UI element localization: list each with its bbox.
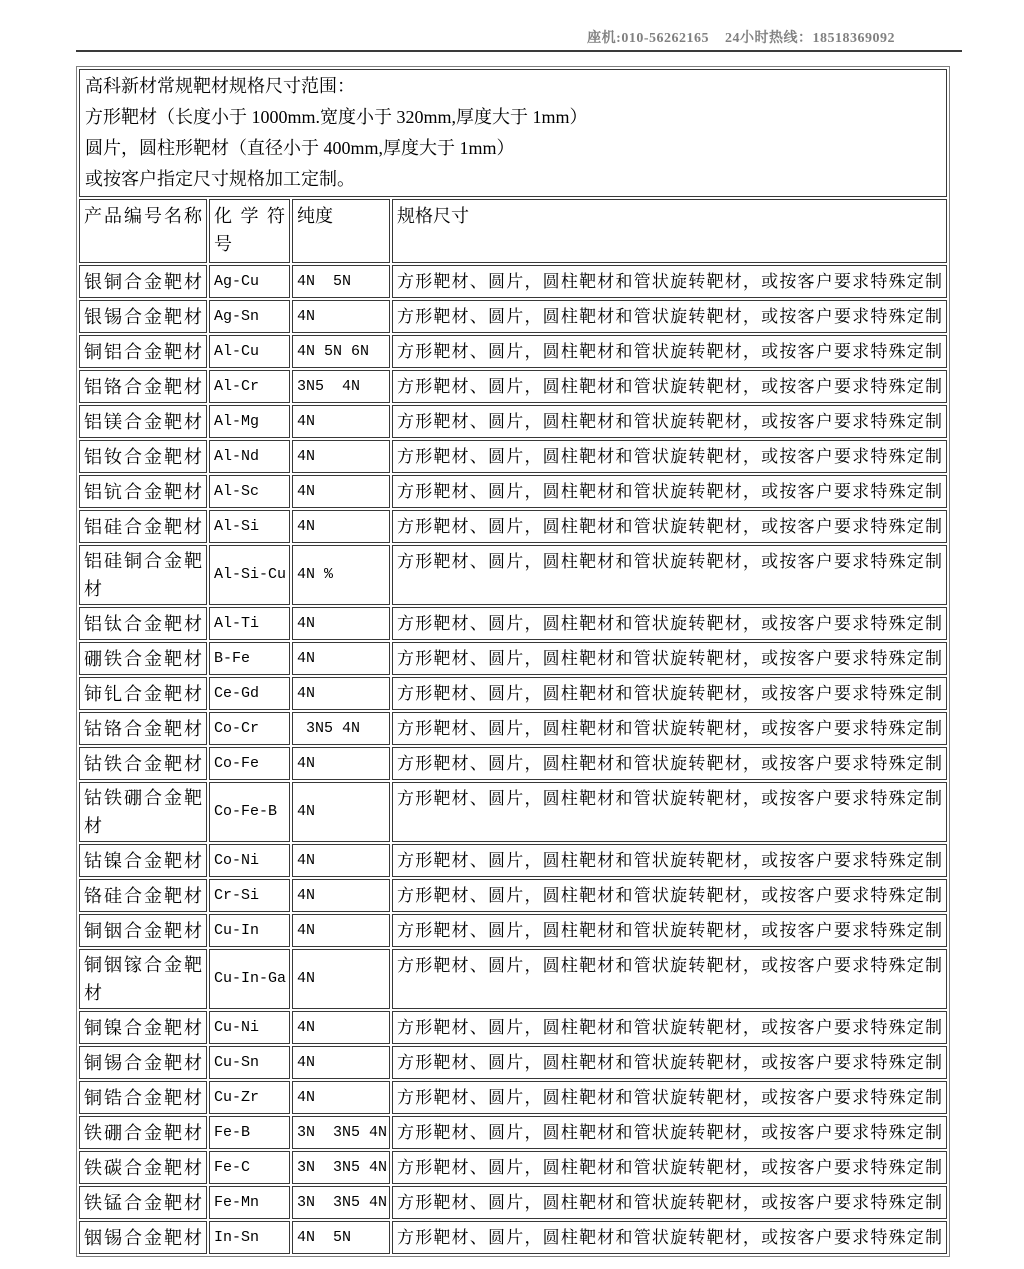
purity-cell: 3N5 4N — [292, 370, 390, 403]
purity-cell: 4N — [292, 844, 390, 877]
purity-cell: 4N — [292, 1081, 390, 1114]
spec-cell: 方形靶材、圆片，圆柱靶材和管状旋转靶材，或按客户要求特殊定制 — [392, 844, 947, 877]
spec-cell: 方形靶材、圆片，圆柱靶材和管状旋转靶材，或按客户要求特殊定制 — [392, 545, 947, 605]
purity-cell: 4N — [292, 677, 390, 710]
purity-cell: 4N — [292, 1046, 390, 1079]
chemical-symbol-cell: Cu-Zr — [209, 1081, 290, 1114]
product-name-cell: 铜锡合金靶材 — [79, 1046, 207, 1079]
product-name-cell: 铝钕合金靶材 — [79, 440, 207, 473]
product-name-cell: 银铜合金靶材 — [79, 265, 207, 298]
product-name-cell: 铁碳合金靶材 — [79, 1151, 207, 1184]
spec-cell: 方形靶材、圆片，圆柱靶材和管状旋转靶材，或按客户要求特殊定制 — [392, 607, 947, 640]
table-row — [79, 510, 947, 543]
table-row — [79, 949, 947, 1009]
product-name-cell: 铝钛合金靶材 — [79, 607, 207, 640]
purity-cell: 4N — [292, 440, 390, 473]
purity-cell: 4N — [292, 510, 390, 543]
spec-cell: 方形靶材、圆片，圆柱靶材和管状旋转靶材，或按客户要求特殊定制 — [392, 879, 947, 912]
table-header-row — [79, 199, 947, 263]
purity-cell: 4N — [292, 642, 390, 675]
chemical-symbol-cell: Cu-In-Ga — [209, 949, 290, 1009]
product-name-cell: 铝硅合金靶材 — [79, 510, 207, 543]
purity-cell: 4N — [292, 747, 390, 780]
purity-cell: 4N — [292, 475, 390, 508]
table-row — [79, 1046, 947, 1079]
spec-cell: 方形靶材、圆片，圆柱靶材和管状旋转靶材，或按客户要求特殊定制 — [392, 747, 947, 780]
purity-cell: 4N 5N 6N — [292, 335, 390, 368]
purity-cell: 4N % — [292, 545, 390, 605]
chemical-symbol-cell: Fe-Mn — [209, 1186, 290, 1219]
spec-cell: 方形靶材、圆片，圆柱靶材和管状旋转靶材，或按客户要求特殊定制 — [392, 440, 947, 473]
product-name-cell: 钴铁硼合金靶材 — [79, 782, 207, 842]
spec-cell: 方形靶材、圆片，圆柱靶材和管状旋转靶材，或按客户要求特殊定制 — [392, 475, 947, 508]
chemical-symbol-cell: Co-Ni — [209, 844, 290, 877]
product-name-cell: 铝钪合金靶材 — [79, 475, 207, 508]
product-name-cell: 银锡合金靶材 — [79, 300, 207, 333]
page-header — [0, 0, 1024, 66]
chemical-symbol-cell: Cr-Si — [209, 879, 290, 912]
spec-cell: 方形靶材、圆片，圆柱靶材和管状旋转靶材，或按客户要求特殊定制 — [392, 949, 947, 1009]
chemical-symbol-cell: Ag-Cu — [209, 265, 290, 298]
document-body — [76, 66, 1024, 1257]
spec-cell: 方形靶材、圆片，圆柱靶材和管状旋转靶材，或按客户要求特殊定制 — [392, 1046, 947, 1079]
product-name-cell: 铜铟镓合金靶材 — [79, 949, 207, 1009]
intro-line-title: 高科新材常规靶材规格尺寸范围： — [85, 76, 355, 96]
column-header-product-name: 产品编号名称 — [79, 199, 207, 263]
product-name-cell: 铝镁合金靶材 — [79, 405, 207, 438]
product-name-cell: 铟锡合金靶材 — [79, 1221, 207, 1254]
chemical-symbol-cell: Fe-B — [209, 1116, 290, 1149]
table-row — [79, 607, 947, 640]
chemical-symbol-cell: Al-Cu — [209, 335, 290, 368]
table-row — [79, 712, 947, 745]
purity-cell: 4N 5N — [292, 1221, 390, 1254]
chemical-symbol-cell: Al-Ti — [209, 607, 290, 640]
column-header-purity: 纯度 — [292, 199, 390, 263]
table-row — [79, 879, 947, 912]
intro-line-round-targets: 圆片，圆柱形靶材（直径小于 400mm,厚度大于 1mm） — [85, 138, 515, 158]
table-row — [79, 1081, 947, 1114]
spec-cell: 方形靶材、圆片，圆柱靶材和管状旋转靶材，或按客户要求特殊定制 — [392, 1186, 947, 1219]
product-name-cell: 铈钆合金靶材 — [79, 677, 207, 710]
table-row — [79, 1116, 947, 1149]
chemical-symbol-cell: B-Fe — [209, 642, 290, 675]
spec-cell: 方形靶材、圆片，圆柱靶材和管状旋转靶材，或按客户要求特殊定制 — [392, 642, 947, 675]
table-row — [79, 370, 947, 403]
spec-cell: 方形靶材、圆片，圆柱靶材和管状旋转靶材，或按客户要求特殊定制 — [392, 405, 947, 438]
product-spec-table — [76, 66, 950, 1257]
table-row — [79, 405, 947, 438]
table-row — [79, 335, 947, 368]
intro-line-square-targets: 方形靶材（长度小于 1000mm.宽度小于 320mm,厚度大于 1mm） — [85, 107, 588, 127]
table-row — [79, 265, 947, 298]
table-row — [79, 782, 947, 842]
product-name-cell: 钴镍合金靶材 — [79, 844, 207, 877]
chemical-symbol-cell: Ag-Sn — [209, 300, 290, 333]
table-row — [79, 844, 947, 877]
product-name-cell: 钴铁合金靶材 — [79, 747, 207, 780]
chemical-symbol-cell: Al-Si — [209, 510, 290, 543]
purity-cell: 4N — [292, 949, 390, 1009]
chemical-symbol-cell: Al-Sc — [209, 475, 290, 508]
table-row — [79, 1186, 947, 1219]
chemical-symbol-cell: Al-Cr — [209, 370, 290, 403]
table-row — [79, 475, 947, 508]
column-header-chemical-symbol: 化学符号 — [209, 199, 290, 263]
chemical-symbol-cell: Co-Fe-B — [209, 782, 290, 842]
product-name-cell: 钴铬合金靶材 — [79, 712, 207, 745]
chemical-symbol-cell: Cu-Sn — [209, 1046, 290, 1079]
spec-cell: 方形靶材、圆片，圆柱靶材和管状旋转靶材，或按客户要求特殊定制 — [392, 677, 947, 710]
spec-cell: 方形靶材、圆片，圆柱靶材和管状旋转靶材，或按客户要求特殊定制 — [392, 1011, 947, 1044]
product-name-cell: 铝硅铜合金靶材 — [79, 545, 207, 605]
product-name-cell: 硼铁合金靶材 — [79, 642, 207, 675]
table-row — [79, 914, 947, 947]
chemical-symbol-cell: Al-Nd — [209, 440, 290, 473]
header-divider — [76, 50, 962, 52]
purity-cell: 4N — [292, 300, 390, 333]
chemical-symbol-cell: Al-Mg — [209, 405, 290, 438]
chemical-symbol-cell: In-Sn — [209, 1221, 290, 1254]
product-name-cell: 铜镍合金靶材 — [79, 1011, 207, 1044]
purity-cell: 4N — [292, 405, 390, 438]
spec-cell: 方形靶材、圆片，圆柱靶材和管状旋转靶材，或按客户要求特殊定制 — [392, 1081, 947, 1114]
product-name-cell: 铜铟合金靶材 — [79, 914, 207, 947]
table-row — [79, 1151, 947, 1184]
product-name-cell: 铝铬合金靶材 — [79, 370, 207, 403]
product-name-cell: 铁锰合金靶材 — [79, 1186, 207, 1219]
purity-cell: 4N — [292, 607, 390, 640]
chemical-symbol-cell: Cu-Ni — [209, 1011, 290, 1044]
chemical-symbol-cell: Fe-C — [209, 1151, 290, 1184]
chemical-symbol-cell: Cu-In — [209, 914, 290, 947]
table-row — [79, 747, 947, 780]
product-name-cell: 铜铝合金靶材 — [79, 335, 207, 368]
purity-cell: 4N — [292, 782, 390, 842]
purity-cell: 3N 3N5 4N — [292, 1116, 390, 1149]
purity-cell: 4N — [292, 1011, 390, 1044]
spec-cell: 方形靶材、圆片，圆柱靶材和管状旋转靶材，或按客户要求特殊定制 — [392, 265, 947, 298]
purity-cell: 4N 5N — [292, 265, 390, 298]
spec-cell: 方形靶材、圆片，圆柱靶材和管状旋转靶材，或按客户要求特殊定制 — [392, 712, 947, 745]
spec-cell: 方形靶材、圆片，圆柱靶材和管状旋转靶材，或按客户要求特殊定制 — [392, 510, 947, 543]
spec-cell: 方形靶材、圆片，圆柱靶材和管状旋转靶材，或按客户要求特殊定制 — [392, 914, 947, 947]
product-name-cell: 铁硼合金靶材 — [79, 1116, 207, 1149]
spec-cell: 方形靶材、圆片，圆柱靶材和管状旋转靶材，或按客户要求特殊定制 — [392, 1221, 947, 1254]
chemical-symbol-cell: Co-Fe — [209, 747, 290, 780]
table-row — [79, 1011, 947, 1044]
column-header-spec: 规格尺寸 — [392, 199, 947, 263]
spec-cell: 方形靶材、圆片，圆柱靶材和管状旋转靶材，或按客户要求特殊定制 — [392, 335, 947, 368]
product-name-cell: 铬硅合金靶材 — [79, 879, 207, 912]
intro-row — [79, 69, 947, 197]
chemical-symbol-cell: Co-Cr — [209, 712, 290, 745]
spec-cell: 方形靶材、圆片，圆柱靶材和管状旋转靶材，或按客户要求特殊定制 — [392, 782, 947, 842]
spec-cell: 方形靶材、圆片，圆柱靶材和管状旋转靶材，或按客户要求特殊定制 — [392, 370, 947, 403]
chemical-symbol-cell: Al-Si-Cu — [209, 545, 290, 605]
chemical-symbol-cell: Ce-Gd — [209, 677, 290, 710]
intro-line-custom: 或按客户指定尺寸规格加工定制。 — [85, 169, 355, 189]
spec-cell: 方形靶材、圆片，圆柱靶材和管状旋转靶材，或按客户要求特殊定制 — [392, 1116, 947, 1149]
spec-cell: 方形靶材、圆片，圆柱靶材和管状旋转靶材，或按客户要求特殊定制 — [392, 300, 947, 333]
purity-cell: 4N — [292, 914, 390, 947]
table-row — [79, 642, 947, 675]
purity-cell: 3N 3N5 4N — [292, 1186, 390, 1219]
purity-cell: 3N5 4N — [292, 712, 390, 745]
intro-cell — [79, 69, 947, 197]
contact-info: 座机:010-56262165 24小时热线：18518369092 — [587, 31, 895, 46]
table-row — [79, 545, 947, 605]
purity-cell: 3N 3N5 4N — [292, 1151, 390, 1184]
product-name-cell: 铜锆合金靶材 — [79, 1081, 207, 1114]
table-row — [79, 1221, 947, 1254]
purity-cell: 4N — [292, 879, 390, 912]
spec-cell: 方形靶材、圆片，圆柱靶材和管状旋转靶材，或按客户要求特殊定制 — [392, 1151, 947, 1184]
table-row — [79, 677, 947, 710]
table-row — [79, 300, 947, 333]
table-row — [79, 440, 947, 473]
